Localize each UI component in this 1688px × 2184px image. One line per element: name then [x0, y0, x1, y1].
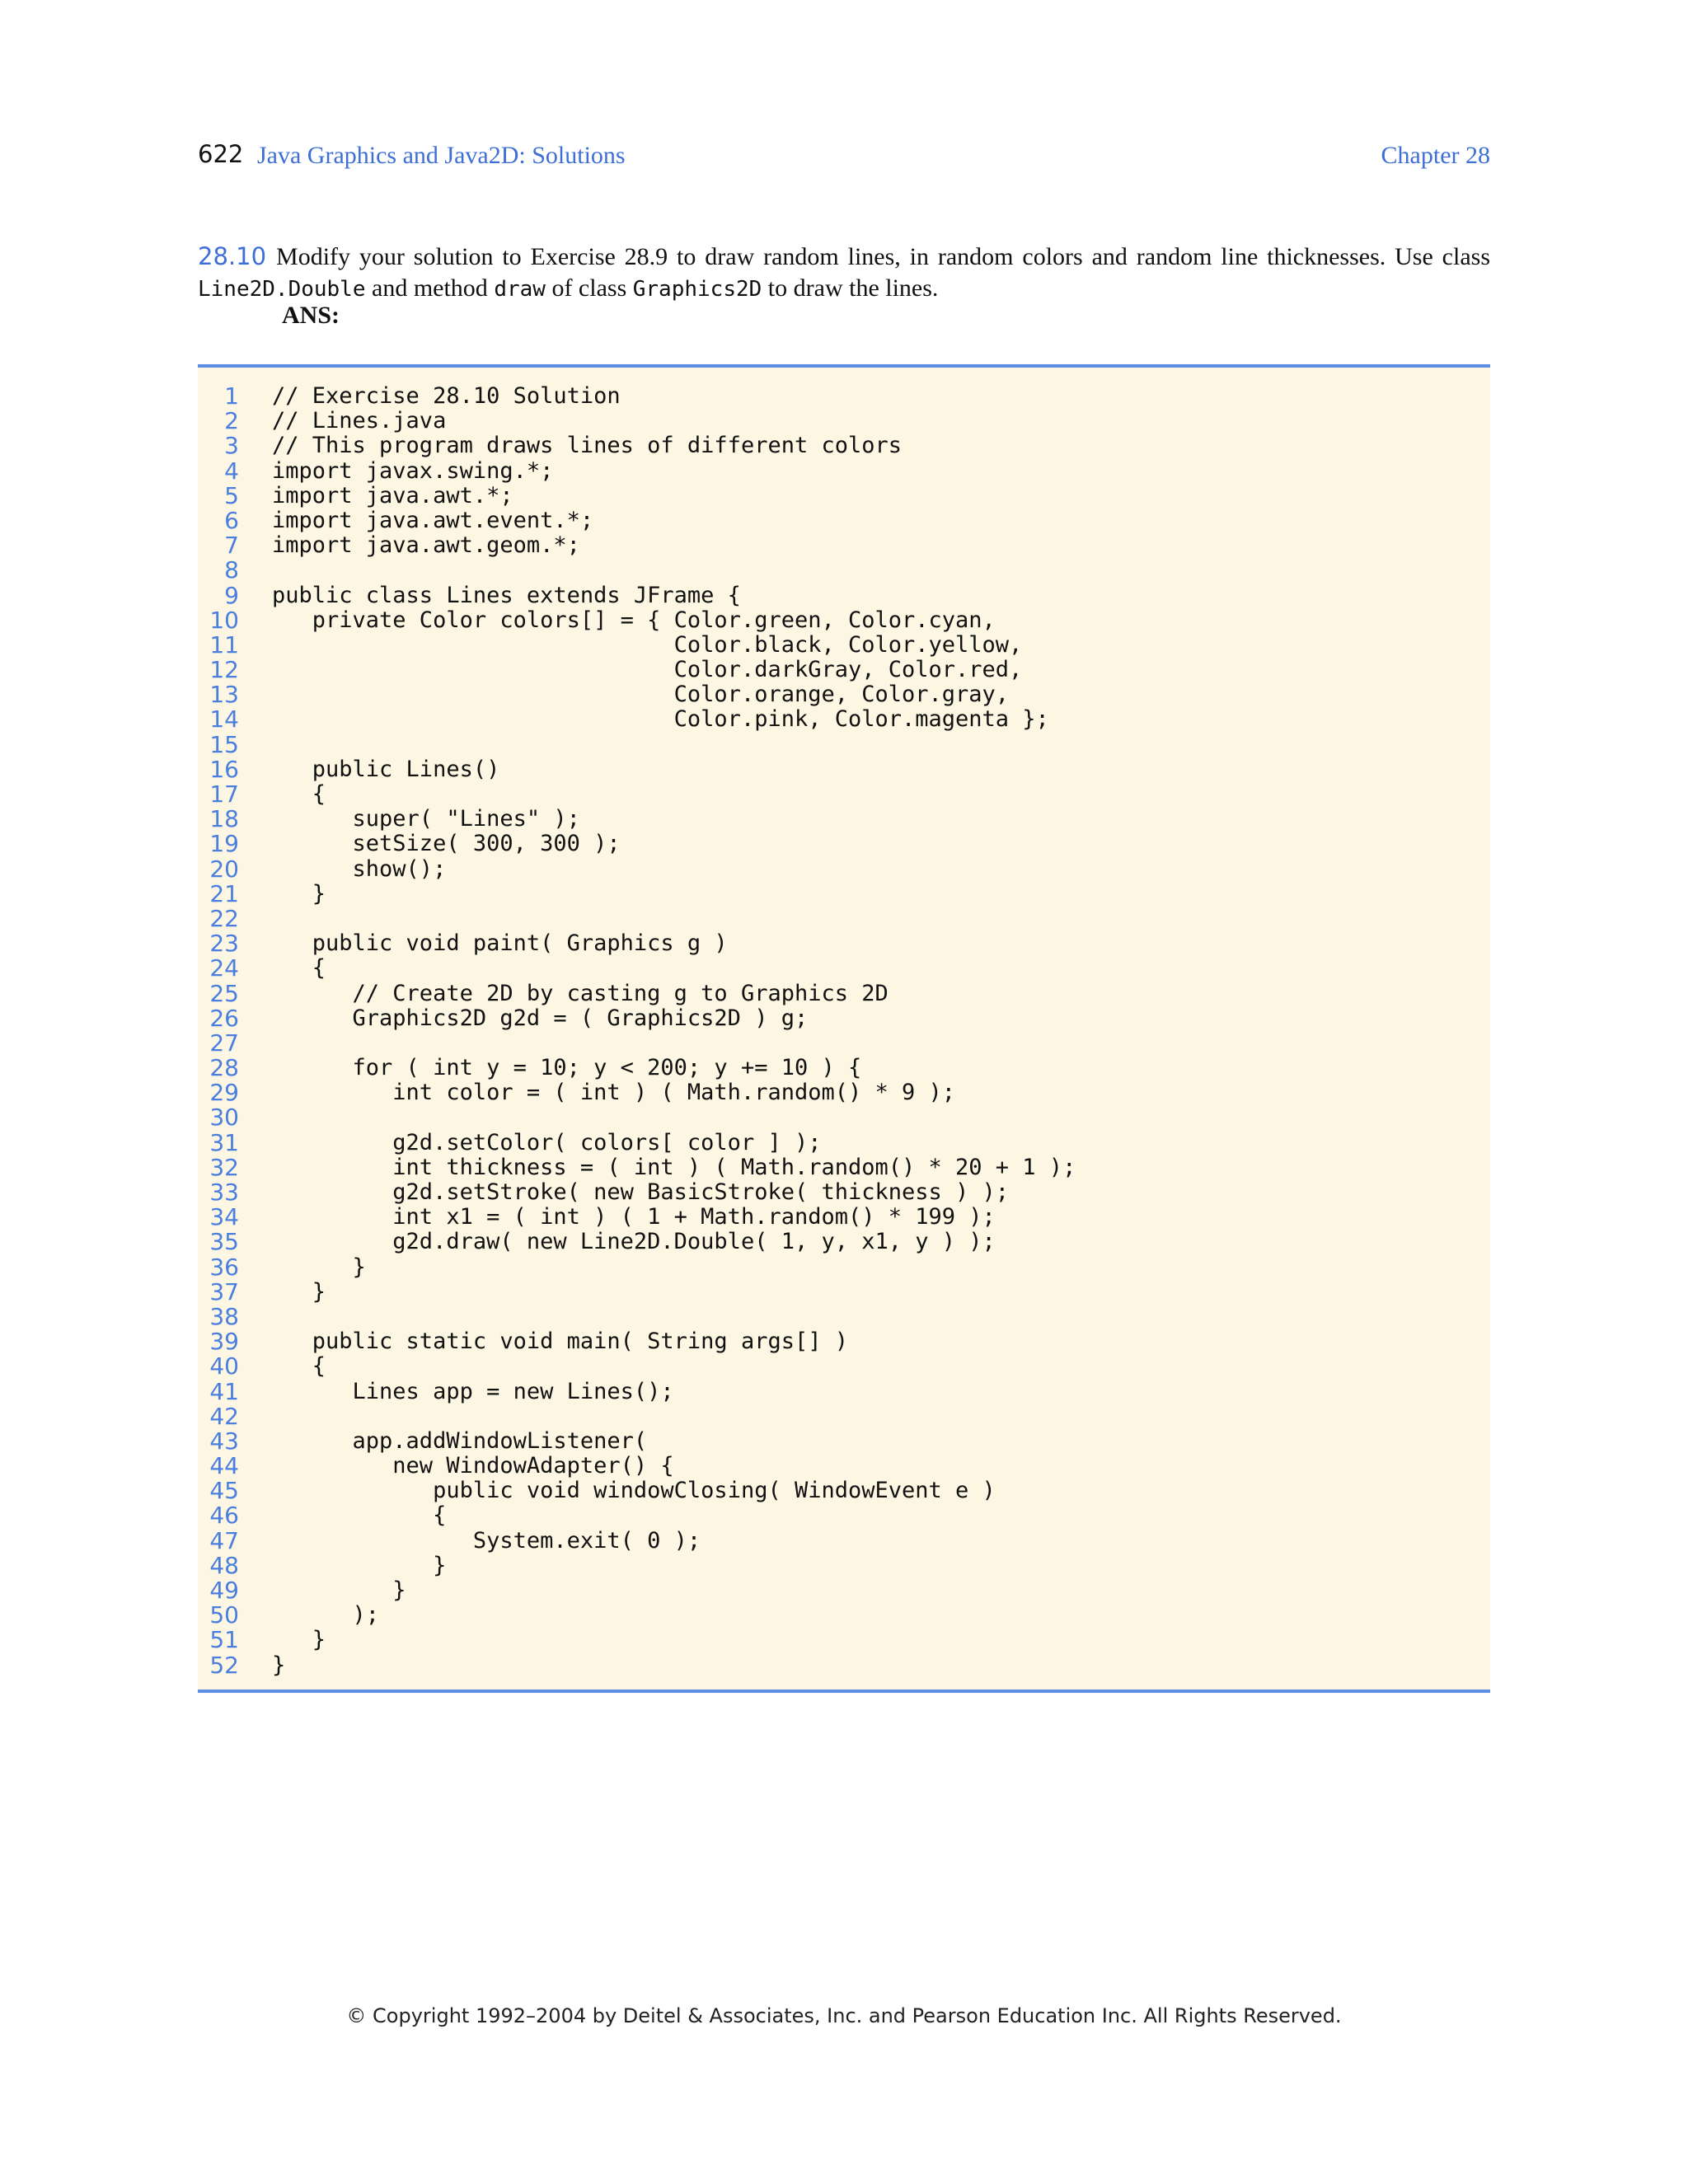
code-line: [198, 1628, 1490, 1652]
exercise-text-part: and method: [365, 274, 495, 302]
code-text: g2d.setColor( colors[ color ] );: [272, 1129, 822, 1155]
line-number: 48: [209, 1551, 239, 1579]
line-number: 14: [209, 705, 239, 733]
code-text: Color.orange, Color.gray,: [272, 682, 1010, 708]
line-number: 47: [209, 1526, 239, 1554]
line-number: 25: [209, 979, 239, 1007]
line-number: 43: [209, 1427, 239, 1455]
code-line: [198, 1128, 1490, 1156]
code-text: // Lines.java: [272, 408, 447, 434]
code-text: public Lines(): [272, 756, 500, 782]
code-line: [198, 1180, 1490, 1205]
code-text: super( "Lines" );: [272, 806, 580, 832]
code-text: import javax.swing.*;: [272, 457, 554, 484]
line-number: 23: [209, 930, 239, 958]
line-number: 5: [224, 481, 239, 509]
code-line: [198, 583, 1490, 608]
line-number: 2: [224, 407, 239, 435]
line-number: 39: [209, 1328, 239, 1356]
code-text: }: [272, 1552, 447, 1578]
line-number: 11: [209, 630, 239, 658]
code-line: [198, 1354, 1490, 1379]
line-number: 12: [209, 656, 239, 684]
running-title: Java Graphics and Java2D: Solutions: [257, 142, 626, 169]
line-number: 3: [224, 432, 239, 460]
line-number: 20: [209, 855, 239, 883]
code-line: [198, 1404, 1490, 1429]
line-number: 22: [209, 904, 239, 932]
code-text: }: [272, 880, 326, 907]
code-line: [198, 807, 1490, 832]
code-line: [198, 956, 1490, 981]
code-line: [198, 682, 1490, 707]
line-number: 4: [224, 457, 239, 485]
line-number: 26: [209, 1004, 239, 1032]
code-line: [198, 434, 1490, 458]
code-line: [198, 857, 1490, 882]
code-line: [198, 608, 1490, 633]
line-number: 30: [209, 1104, 239, 1132]
code-text: g2d.setStroke( new BasicStroke( thickness ) );: [272, 1179, 1010, 1205]
code-text: int thickness = ( int ) ( Math.random() * 20 + 1 );: [272, 1154, 1076, 1180]
line-number: 24: [209, 954, 239, 982]
exercise-text-part: Modify your solution to Exercise 28.9 to draw random lines, in random colors and random line thicknesses. Use class: [276, 243, 1490, 270]
code-text: // Create 2D by casting g to Graphics 2D: [272, 980, 889, 1006]
line-number: 29: [209, 1079, 239, 1107]
code-line: [198, 1454, 1490, 1479]
inline-code: draw: [494, 277, 546, 302]
code-text: Color.pink, Color.magenta };: [272, 706, 1049, 733]
line-number: 19: [209, 830, 239, 858]
code-text: import java.awt.event.*;: [272, 507, 594, 533]
line-number: 27: [209, 1029, 239, 1057]
code-line: [198, 1603, 1490, 1628]
line-number: 10: [209, 606, 239, 634]
code-text: int color = ( int ) ( Math.random() * 9 );: [272, 1080, 956, 1106]
code-text: import java.awt.geom.*;: [272, 532, 580, 559]
code-line: [198, 1551, 1490, 1579]
code-text: }: [272, 1652, 286, 1678]
line-number: 46: [209, 1502, 239, 1530]
code-line: [198, 533, 1490, 558]
code-line: [198, 879, 1490, 907]
code-line: [198, 1080, 1490, 1105]
line-number: 13: [209, 681, 239, 709]
code-text: private Color colors[] = { Color.green, Color.cyan,: [272, 607, 996, 633]
code-text: setSize( 300, 300 );: [272, 831, 621, 857]
code-line: [198, 1526, 1490, 1554]
line-number: 32: [209, 1153, 239, 1181]
code-line: [198, 1031, 1490, 1056]
line-number: 15: [209, 730, 239, 758]
code-text: // Exercise 28.10 Solution: [272, 383, 621, 409]
code-line: [198, 1230, 1490, 1254]
line-number: 6: [224, 506, 239, 534]
code-line: [198, 558, 1490, 583]
line-number: 36: [209, 1253, 239, 1281]
line-number: 37: [209, 1277, 239, 1305]
code-line: [198, 1479, 1490, 1503]
code-text: {: [272, 1353, 326, 1380]
code-text: }: [272, 1577, 406, 1603]
exercise-text-part: to draw the lines.: [762, 274, 939, 302]
line-number: 41: [209, 1377, 239, 1405]
code-text: g2d.draw( new Line2D.Double( 1, y, x1, y ) );: [272, 1229, 996, 1255]
exercise-text-part: of class: [545, 274, 633, 302]
code-text: }: [272, 1627, 326, 1653]
code-line: [198, 707, 1490, 732]
code-line: [198, 782, 1490, 807]
code-text: for ( int y = 10; y < 200; y += 10 ) {: [272, 1055, 862, 1081]
exercise-statement: [198, 241, 1490, 305]
line-number: 44: [209, 1452, 239, 1480]
code-text: // This program draws lines of different colors: [272, 433, 903, 459]
code-text: app.addWindowListener(: [272, 1427, 648, 1454]
code-line: [198, 459, 1490, 484]
line-number: 42: [209, 1402, 239, 1430]
inline-code: Line2D.Double: [198, 277, 366, 302]
code-text: {: [272, 781, 326, 807]
inline-code: Graphics2D: [632, 277, 762, 302]
exercise-number: 28.10: [198, 242, 267, 270]
code-lines: [198, 384, 1490, 1678]
code-text: {: [272, 1502, 447, 1529]
code-text: {: [272, 955, 326, 982]
line-number: 34: [209, 1203, 239, 1231]
line-number: 40: [209, 1352, 239, 1380]
page-number: 622: [198, 140, 244, 168]
code-line: [198, 506, 1490, 534]
code-text: Lines app = new Lines();: [272, 1378, 674, 1404]
code-line: [198, 931, 1490, 956]
code-line: [198, 730, 1490, 758]
line-number: 45: [209, 1477, 239, 1505]
code-line: [198, 979, 1490, 1007]
code-line: [198, 1105, 1490, 1130]
code-line: [198, 1503, 1490, 1528]
code-text: Color.darkGray, Color.red,: [272, 657, 1023, 683]
code-line: [198, 1006, 1490, 1031]
code-text: public void windowClosing( WindowEvent e ): [272, 1478, 996, 1504]
code-line: [198, 1329, 1490, 1354]
line-number: 1: [224, 382, 239, 410]
code-line: [198, 832, 1490, 856]
line-number: 31: [209, 1128, 239, 1156]
line-number: 9: [224, 581, 239, 609]
answer-label: ANS:: [282, 302, 340, 329]
chapter-label: Chapter 28: [1381, 142, 1490, 169]
code-text: public static void main( String args[] ): [272, 1329, 848, 1355]
code-line: [198, 1653, 1490, 1678]
code-line: [198, 1578, 1490, 1603]
page-header: [198, 140, 1490, 176]
copyright-footer: © Copyright 1992–2004 by Deitel & Associates, Inc. and Pearson Education Inc. All Rights Reserved.: [346, 2004, 1342, 2027]
code-line: [198, 1056, 1490, 1080]
line-number: 8: [224, 556, 239, 584]
line-number: 52: [209, 1651, 239, 1679]
code-text: public void paint( Graphics g ): [272, 930, 728, 957]
line-number: 7: [224, 532, 239, 560]
code-text: System.exit( 0 );: [272, 1527, 701, 1554]
line-number: 50: [209, 1601, 239, 1629]
code-line: [198, 384, 1490, 409]
code-text: }: [272, 1254, 366, 1280]
code-line: [198, 630, 1490, 658]
code-text: Color.black, Color.yellow,: [272, 631, 1023, 658]
code-listing: [198, 364, 1490, 1693]
line-number: 17: [209, 780, 239, 808]
line-number: 21: [209, 879, 239, 907]
code-line: [198, 1429, 1490, 1454]
code-line: [198, 658, 1490, 682]
code-text: Graphics2D g2d = ( Graphics2D ) g;: [272, 1005, 809, 1031]
code-line: [198, 1377, 1490, 1405]
code-text: int x1 = ( int ) ( 1 + Math.random() * 199 );: [272, 1204, 996, 1230]
code-line: [198, 409, 1490, 434]
code-text: );: [272, 1602, 380, 1629]
code-line: [198, 1205, 1490, 1230]
code-line: [198, 904, 1490, 932]
code-text: public class Lines extends JFrame {: [272, 582, 741, 608]
code-line: [198, 1302, 1490, 1330]
line-number: 35: [209, 1228, 239, 1256]
code-line: [198, 1155, 1490, 1180]
code-text: }: [272, 1278, 326, 1305]
code-line: [198, 481, 1490, 509]
line-number: 51: [209, 1626, 239, 1654]
line-number: 33: [209, 1179, 239, 1206]
line-number: 16: [209, 755, 239, 783]
code-text: new WindowAdapter() {: [272, 1453, 674, 1479]
line-number: 28: [209, 1054, 239, 1082]
code-text: show();: [272, 855, 447, 882]
code-text: import java.awt.*;: [272, 482, 513, 509]
line-number: 38: [209, 1302, 239, 1330]
line-number: 18: [209, 805, 239, 833]
code-line: [198, 1277, 1490, 1305]
code-line: [198, 1255, 1490, 1280]
line-number: 49: [209, 1577, 239, 1604]
code-line: [198, 757, 1490, 782]
